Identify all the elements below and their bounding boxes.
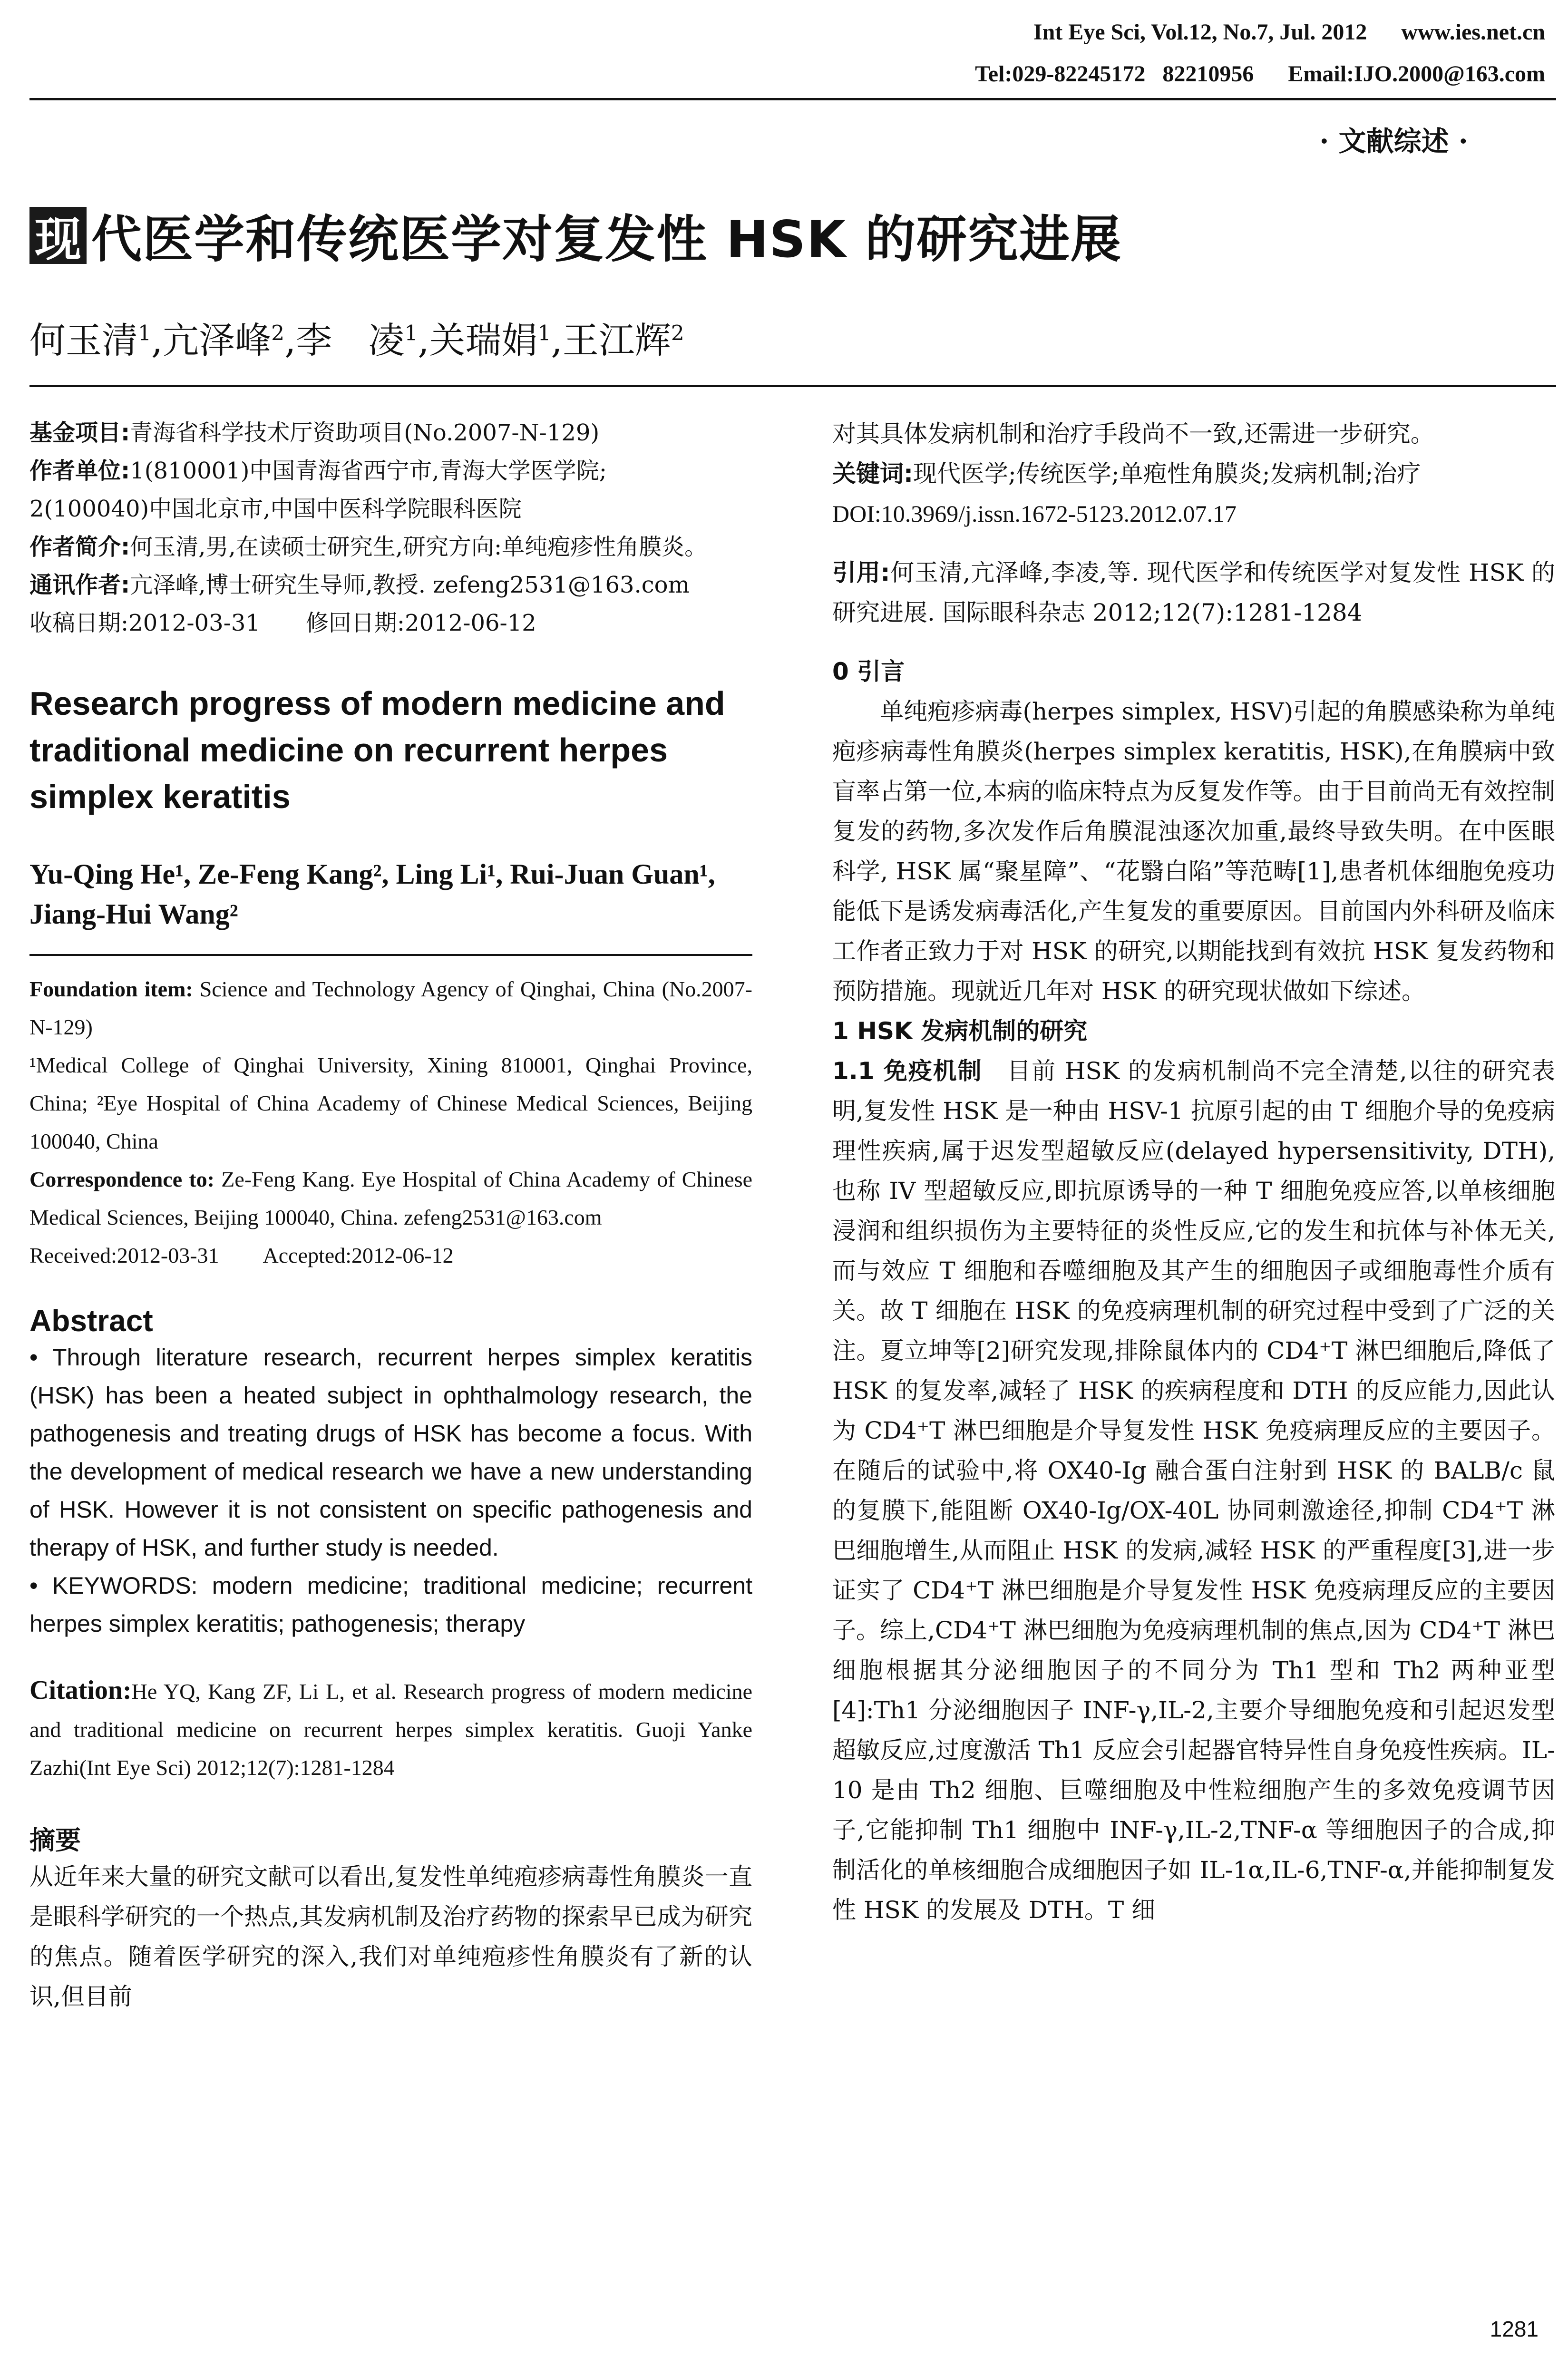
section-1-1 — [832, 1051, 1555, 1930]
title-rule — [29, 385, 1556, 387]
correspondence-label: Correspondence to: — [29, 1167, 215, 1191]
foundation-label: Foundation item: — [29, 977, 193, 1001]
author-3-affil: 1 — [404, 321, 418, 346]
cite-text: 何玉清,亢泽峰,李凌,等. 现代医学和传统医学对复发性 HSK 的研究进展. 国际眼科杂志 2012;12(7):1281-1284 — [832, 559, 1555, 626]
section-1-1-heading: 1.1 免疫机制 — [832, 1057, 983, 1085]
abstract-keywords: • KEYWORDS: modern medicine; traditional medicine; recurrent herpes simplex keratitis; pathogenesis; therapy — [29, 1572, 752, 1637]
section-1-1-text: 目前 HSK 的发病机制尚不完全清楚,以往的研究表明,复发性 HSK 是一种由 HSV-1 抗原引起的由 T 细胞介导的免疫病理性疾病,属于迟发型超敏反应(delayed hypersensitivity, DTH),也称 IV 型超敏反应,即抗原诱导的一种 T 细胞免疫应答,以单核细胞浸润和组织损伤为主要特征的炎性反应,它的发生和抗体与补体无关,而与效应 T 细胞和吞噬细胞及其产生的细胞因子或细胞毒性介质有关。故 T 细胞在 HSK 的免疫病理机制的研究过程中受到了广泛的关注。夏立坤等[2]研究发现,排除鼠体内的 CD4⁺T 淋巴细胞后,降低了 HSK 的复发率,减轻了 HSK 的疾病程度和 DTH 的反应能力,因此认为 CD4⁺T 淋巴细胞是介导复发性 HSK 免疫病理反应的主要因子。在随后的试验中,将 OX40-Ig 融合蛋白注射到 HSK 的 BALB/c 鼠的复膜下,能阻断 OX40-Ig/OX-40L 协同刺激途径,抑制 CD4⁺T 淋巴细胞增生,从而阻止 HSK 的发病,减轻 HSK 的严重程度[3],进一步证实了 CD4⁺T 淋巴细胞是介导复发性 HSK 免疫病理反应的主要因子。综上,CD4⁺T 淋巴细胞为免疫病理机制的焦点,因为 CD4⁺T 淋巴细胞根据其分泌细胞因子的不同分为 Th1 型和 Th2 两种亚型[4]:Th1 分泌细胞因子 INF-γ,IL-2,主要介导细胞免疫和引起迟发型超敏反应,过度激活 Th1 反应会引起器官特异性自身免疫性疾病。IL-10 是由 Th2 细胞、巨噬细胞及中性粒细胞产生的多效免疫调节因子,它能抑制 Th1 细胞中 INF-γ,IL-2,TNF-α 等细胞因子的合成,抑制活化的单核细胞合成细胞因子如 IL-1α,IL-6,TNF-α,并能抑制复发性 HSK 的发展及 DTH。T 细 — [832, 1057, 1556, 1924]
keywords-label: 关键词: — [832, 460, 913, 487]
fund-info — [29, 414, 752, 452]
author-4-affil: 1 — [537, 321, 551, 346]
chinese-abstract-continued: 对其具体发病机制和治疗手段尚不一致,还需进一步研究。 — [832, 420, 1434, 448]
correspondence-cn — [29, 566, 752, 604]
author-5-affil: 2 — [671, 321, 684, 346]
affil-2: 2(100040)中国北京市,中国中医科学院眼科医院 — [29, 496, 522, 522]
author-2-affil: 2 — [271, 321, 285, 346]
received-dates-en: Received:2012-03-31 Accepted:2012-06-12 — [29, 1243, 454, 1267]
affil-1: 1(810001)中国青海省西宁市,青海大学医学院; — [130, 458, 607, 484]
section-tag: · 文献综述 · — [1319, 125, 1468, 157]
english-authors-rule — [29, 954, 752, 956]
citation-text: He YQ, Kang ZF, Li L, et al. Research progress of modern medicine and traditional medicine on recurrent herpes simplex keratitis. Guoji Yanke Zazhi(Int Eye Sci) 2012;12(7):1281-1284 — [29, 1679, 752, 1780]
correspondence-text: Ze-Feng Kang. Eye Hospital of China Academy of Chinese Medical Sciences, Beijing 100040, China. zefeng2531@163.com — [29, 1167, 753, 1229]
citation-label: Citation: — [29, 1676, 132, 1705]
author-1: 何玉清 — [29, 319, 138, 361]
affiliation-info — [29, 452, 752, 528]
affil-label: 作者单位: — [29, 458, 130, 484]
english-title: Research progress of modern medicine and traditional medicine on recurrent herpes simplex keratitis — [29, 685, 725, 815]
fund-text: 青海省科学技术厅资助项目(No.2007-N-129) — [130, 419, 600, 446]
correspondence-en — [29, 1160, 752, 1237]
keywords-cn — [832, 454, 1555, 494]
received-dates-cn: 收稿日期:2012-03-31 修回日期:2012-06-12 — [29, 610, 536, 636]
author-4: ,关瑞娟 — [418, 319, 538, 361]
author-5: ,王江辉 — [551, 319, 671, 361]
section-0-text: 单纯疱疹病毒(herpes simplex, HSV)引起的角膜感染称为单纯疱疹病毒性角膜炎(herpes simplex keratitis, HSK),在角膜病中致盲率占第一位,本病的临床特点为反复发作等。由于目前尚无有效控制复发的药物,多次发作后角膜混浊逐次加重,最终导致失明。在中医眼科学, HSK 属“聚星障”、“花翳白陷”等范畴[1],患者机体细胞免疫功能低下是诱发病毒活化,产生复发的重要原因。目前国内外科研及临床工作者正致力于对 HSK 的研究,以期能找到有效抗 HSK 复发药物和预防措施。现就近几年对 HSK 的研究现状做如下综述。 — [832, 698, 1555, 1005]
author-bio — [29, 528, 752, 566]
fund-label: 基金项目: — [29, 419, 130, 446]
author-1-affil: 1 — [138, 321, 151, 346]
bio-label: 作者简介: — [29, 534, 130, 560]
page-number: 1281 — [1490, 2317, 1539, 2341]
chinese-abstract-heading: 摘要 — [29, 1825, 81, 1855]
corr-text: 亢泽峰,博士研究生导师,教授. zefeng2531@163.com — [130, 572, 690, 598]
foundation-text: Science and Technology Agency of Qinghai, China (No.2007-N-129) — [29, 977, 752, 1039]
header-rule — [29, 98, 1556, 100]
bio-text: 何玉清,男,在读硕士研究生,研究方向:单纯疱疹性角膜炎。 — [130, 534, 708, 560]
section-1-heading: 1 HSK 发病机制的研究 — [832, 1017, 1088, 1045]
doi: DOI:10.3969/j.issn.1672-5123.2012.07.17 — [832, 500, 1237, 527]
title-initial-block: 现 — [29, 207, 87, 264]
foundation-en — [29, 970, 752, 1046]
left-column — [29, 414, 752, 2017]
keywords-text: 现代医学;传统医学;单疱性角膜炎;发病机制;治疗 — [913, 460, 1421, 487]
abstract-paragraph: • Through literature research, recurrent herpes simplex keratitis (HSK) has been a heated subject in ophthalmology research, the pathogenesis and treating drugs of HSK has become a focus. With the development of medical research we have a new understanding of HSK. However it is not consistent on specific pathogenesis and therapy of HSK, and further study is needed. — [29, 1344, 752, 1561]
corr-label: 通讯作者: — [29, 572, 130, 598]
author-3: ,李 凌 — [284, 319, 405, 361]
english-authors: Yu-Qing He¹, Ze-Feng Kang², Ling Li¹, Rui-Juan Guan¹, Jiang-Hui Wang² — [29, 858, 715, 930]
section-0-heading: 0 引言 — [832, 658, 905, 685]
author-2: ,亢泽峰 — [151, 319, 272, 361]
authors-chinese — [29, 312, 684, 363]
title-text: 代医学和传统医学对复发性 HSK 的研究进展 — [91, 210, 1122, 269]
cite-label: 引用: — [832, 559, 890, 586]
right-column — [832, 414, 1555, 1930]
chinese-abstract-text: 从近年来大量的研究文献可以看出,复发性单纯疱疹病毒性角膜炎一直是眼科学研究的一个热点,其发病机制及治疗药物的探索早已成为研究的焦点。随着医学研究的深入,我们对单纯疱疹性角膜炎有了新的认识,但目前 — [29, 1863, 752, 2010]
article-title — [29, 200, 1122, 271]
citation-en — [29, 1671, 752, 1787]
journal-header-line2: Tel:029-82245172 82210956 Email:IJO.2000@163.com — [975, 61, 1545, 87]
abstract-heading: Abstract — [29, 1304, 153, 1338]
journal-header-line1: Int Eye Sci, Vol.12, No.7, Jul. 2012 www.ies.net.cn — [1033, 19, 1545, 45]
affiliation-en: ¹Medical College of Qinghai University, Xining 810001, Qinghai Province, China; ²Eye Hospital of China Academy of Chinese Medical Sciences, Beijing 100040, China — [29, 1053, 752, 1153]
citation-cn — [832, 553, 1555, 633]
